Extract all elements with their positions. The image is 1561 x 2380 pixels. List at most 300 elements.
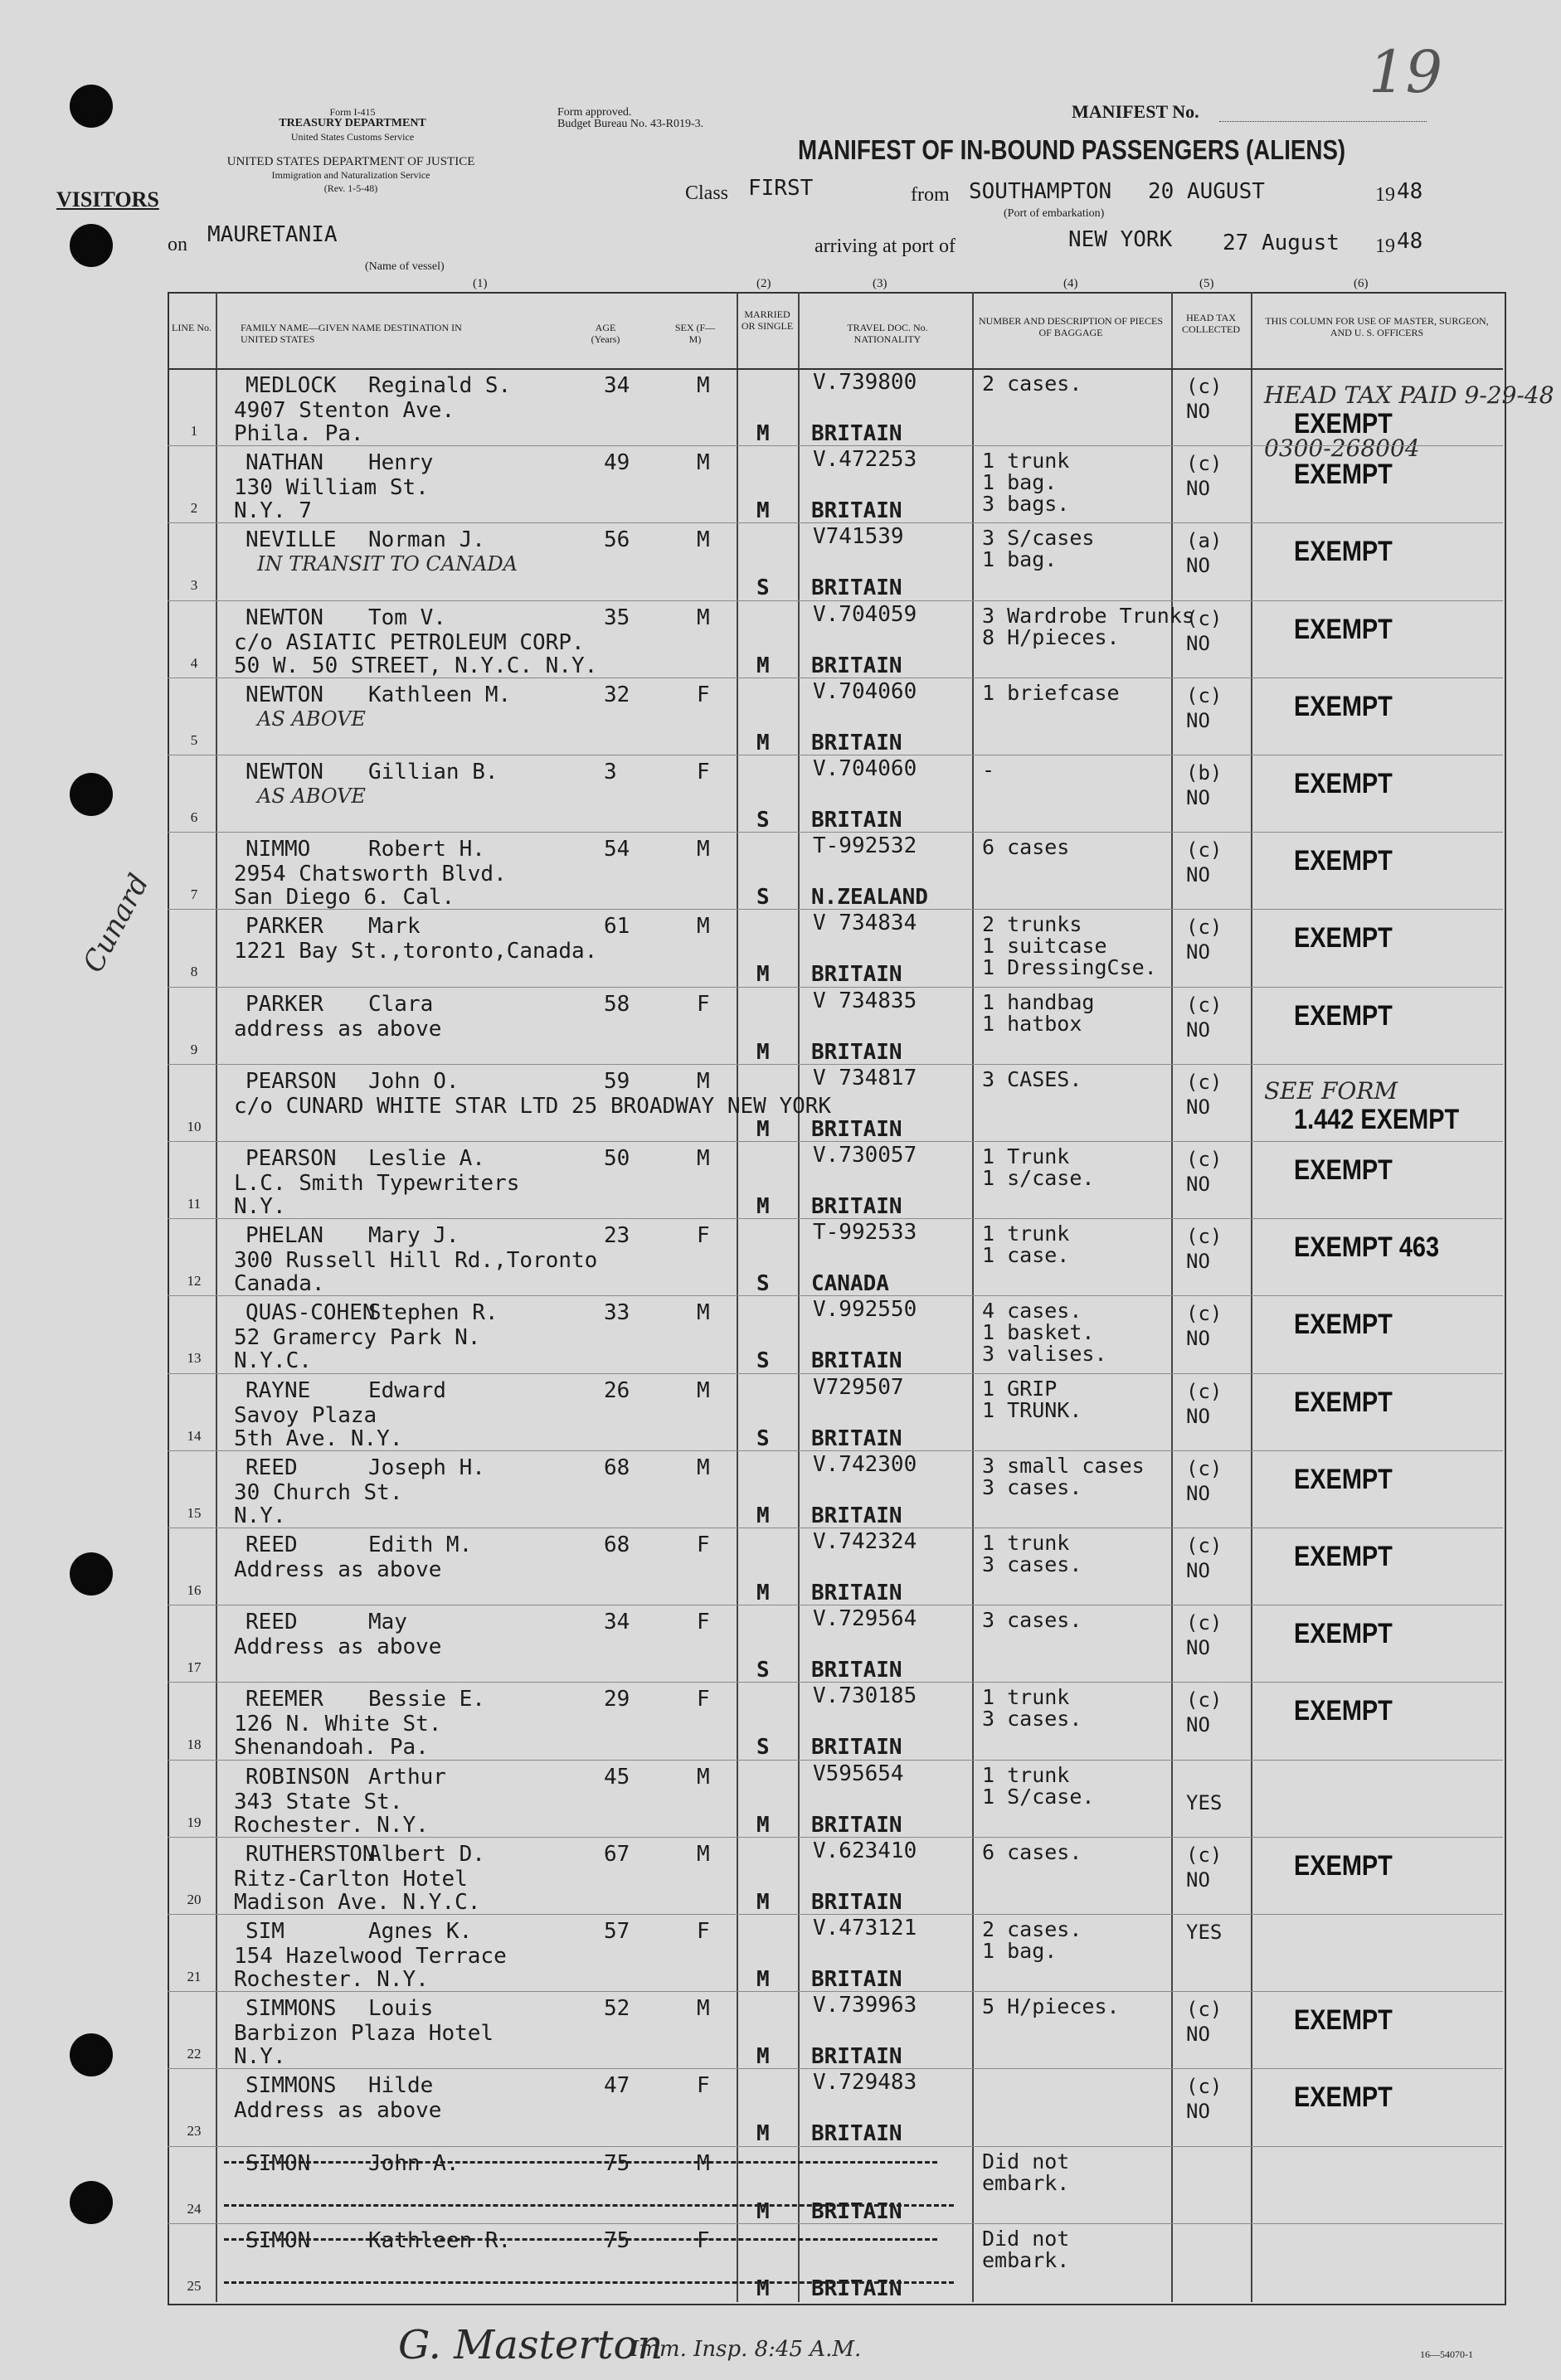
customs-label: United States Customs Service [290,131,415,143]
nationality: BRITAIN [811,1194,902,1219]
head-tax-mark: (c) [1186,606,1223,630]
baggage-item: embark. [982,2170,1070,2195]
age: 45 [604,1764,630,1790]
given-name: Edith M. [368,1532,473,1557]
marital-status: M [756,1194,770,1219]
age: 58 [604,991,630,1017]
line-number: 9 [190,1041,198,1057]
marital-status: M [756,498,770,524]
col-travel-doc: TRAVEL DOC. No. NATIONALITY [847,322,928,345]
head-tax-mark: (c) [1186,1379,1223,1403]
marital-status: S [756,808,770,833]
head-tax-mark: (a) [1186,529,1223,553]
head-tax-mark: NO [1186,477,1210,501]
nationality: BRITAIN [811,1039,902,1065]
travel-doc-no: V.729483 [813,2070,917,2096]
col-sex: SEX (F—M) [674,322,716,345]
nationality: BRITAIN [811,1581,902,1605]
surname: RAYNE [246,1377,311,1403]
baggage-item: 1 bag. [982,1939,1058,1963]
travel-doc-no: V.704060 [813,678,917,704]
nationality: BRITAIN [811,2121,902,2147]
head-tax-mark: NO [1186,1250,1210,1274]
head-tax-mark: (c) [1186,1225,1223,1249]
address-line: Address as above [234,1634,442,1660]
travel-doc-no: V.472253 [813,447,917,473]
travel-doc-no: V.730057 [813,1143,917,1168]
sex: M [697,527,710,553]
line-number: 19 [187,1814,202,1830]
col-divider [1251,292,1252,2302]
marital-status: M [756,1812,770,1838]
sex: F [697,682,710,707]
travel-doc-no: V729507 [813,1374,904,1400]
head-tax-mark: NO [1186,554,1210,578]
travel-doc-no: V.473121 [813,1916,917,1940]
address-line: c/o CUNARD WHITE STAR LTD 25 BROADWAY NEW YORK [234,1093,832,1119]
address-line: 30 Church St. [234,1479,403,1505]
line-number: 24 [187,2200,202,2217]
punch-hole [70,2033,113,2076]
head-tax-mark: NO [1186,940,1210,964]
surname: PARKER [246,914,323,940]
row-divider [168,2146,1503,2147]
from-label: from [911,184,950,206]
arriving-port: NEW YORK [1068,227,1173,252]
age: 26 [604,1377,630,1403]
line-number: 4 [190,654,198,671]
col-head-tax: HEAD TAX COLLECTED [1182,312,1240,335]
line-number: 10 [187,1118,202,1134]
marital-status: M [756,2044,770,2070]
from-port: SOUTHAMPTON [969,179,1112,204]
given-name: Joseph H. [368,1455,485,1480]
travel-doc-no: V.729564 [813,1606,917,1632]
line-number: 14 [187,1427,202,1444]
nationality: BRITAIN [811,653,902,678]
baggage-item: 6 cases [982,835,1070,860]
surname: RUTHERSTON [246,1841,376,1867]
officer-note: EXEMPT [1294,999,1393,1032]
officer-note: EXEMPT [1294,768,1393,799]
address-line: address as above [234,1016,442,1042]
age: 33 [604,1300,630,1326]
address-line: Rochester. N.Y. [234,1812,429,1838]
line-number: 5 [190,731,198,748]
officer-note: EXEMPT [1294,459,1393,491]
marital-status: M [756,1039,770,1065]
baggage-item: Did not [982,2149,1070,2174]
nationality: BRITAIN [811,730,902,755]
given-name: Agnes K. [368,1919,473,1944]
head-tax-mark: (c) [1186,838,1223,862]
travel-doc-no: V.704060 [813,756,917,781]
age: 59 [604,1068,630,1094]
given-name: Bessie E. [368,1687,485,1712]
address-line: N.Y. [234,1194,286,1219]
treasury-label: TREASURY DEPARTMENT [279,117,426,129]
sex: M [697,1146,710,1171]
row-divider [168,909,1503,910]
baggage-item: 3 small cases [982,1453,1145,1478]
age: 52 [604,1996,630,2022]
head-tax-mark: (c) [1186,375,1223,398]
punch-hole [70,773,113,816]
row-divider [168,1373,1503,1374]
given-name: Louis [368,1996,434,2022]
head-tax-mark: (b) [1186,761,1223,784]
col-baggage: NUMBER AND DESCRIPTION OF PIECES OF BAGGAGE [978,315,1164,338]
travel-doc-no: V.704059 [813,601,917,627]
baggage-item: 1 trunk [982,1762,1070,1787]
baggage-item: 3 S/cases [982,526,1095,551]
marital-status: M [756,1116,770,1142]
strike-line [224,2204,954,2207]
sex: M [697,1996,710,2022]
given-name: Stephen R. [368,1300,498,1326]
head-tax-mark: (c) [1186,683,1223,707]
officer-note: 1.442 EXEMPT [1294,1103,1460,1135]
age: 75 [604,2227,630,2253]
officer-note: EXEMPT [1294,1309,1393,1341]
baggage-item: 3 valises. [982,1342,1107,1367]
officer-note: 0300-268004 [1264,435,1420,462]
travel-doc-no: V595654 [813,1761,904,1786]
manifest-title: MANIFEST OF IN-BOUND PASSENGERS (ALIENS) [798,134,1346,165]
age: 54 [604,837,630,862]
row-divider [168,1141,1503,1142]
row-divider [168,1218,1503,1219]
age: 34 [604,373,630,398]
baggage-item: 1 Trunk [982,1144,1070,1168]
travel-doc-no: V.730185 [813,1683,917,1709]
age: 47 [604,2073,630,2099]
baggage-item: 1 GRIP [982,1376,1058,1401]
baggage-item: 5 H/pieces. [982,1994,1120,2019]
col-num-4: (4) [1063,277,1078,290]
marital-status: S [756,1348,770,1374]
surname: MEDLOCK [246,373,337,398]
col-line-no: LINE No. [172,322,212,333]
address-line: AS ABOVE [257,707,366,731]
officer-note: EXEMPT [1294,2081,1393,2114]
col-officers: THIS COLUMN FOR USE OF MASTER, SURGEON, AND U. S. OFFICERS [1265,315,1489,338]
manifest-no-label: MANIFEST No. [1072,101,1199,122]
inspector-signature: G. Masterton [398,2322,664,2368]
officer-note: SEE FORM [1264,1076,1398,1105]
travel-doc-no: V.739800 [813,370,917,395]
sex: F [697,991,710,1017]
baggage-item: 6 cases. [982,1839,1082,1864]
sex: F [697,2227,710,2253]
officer-note: EXEMPT [1294,1386,1393,1418]
row-divider [168,1760,1503,1761]
given-name: Albert D. [368,1841,485,1867]
baggage-item: 1 trunk [982,449,1070,474]
col-divider [972,292,974,2302]
baggage-item: 3 Wardrobe Trunks [982,603,1194,628]
age: 34 [604,1610,630,1635]
row-divider [168,987,1503,988]
row-divider [168,2223,1503,2224]
address-line: AS ABOVE [257,784,366,808]
given-name: Tom V. [368,605,446,630]
given-name: John O. [368,1068,460,1094]
col-name: FAMILY NAME—GIVEN NAME DESTINATION IN UNITED STATES [241,322,462,345]
officer-note: EXEMPT [1294,1695,1393,1727]
surname: NEWTON [246,605,323,630]
on-label: on [168,234,187,255]
col-divider [737,292,738,2302]
travel-doc-no: V 734834 [813,911,917,936]
head-tax-mark: (c) [1186,1534,1223,1557]
age: 61 [604,914,630,940]
head-tax-mark: (c) [1186,452,1223,476]
address-line: 52 Gramercy Park N. [234,1325,481,1351]
sex: M [697,1841,710,1867]
head-tax-mark: (c) [1186,1456,1223,1480]
address-line: San Diego 6. Cal. [234,885,455,911]
baggage-item: 1 trunk [982,1685,1070,1710]
justice-label: UNITED STATES DEPARTMENT OF JUSTICE [226,155,475,168]
address-line: Madison Ave. N.Y.C. [234,1889,481,1915]
surname: SIM [246,1919,284,1944]
age: 3 [604,760,617,784]
col-divider [798,292,800,2302]
vessel-name: MAURETANIA [207,222,338,247]
year-prefix-1: 19 [1375,184,1395,206]
manifest-no-line [1219,121,1427,122]
address-line: L.C. Smith Typewriters [234,1171,520,1196]
officer-note: EXEMPT [1294,408,1393,440]
nationality: BRITAIN [811,1812,902,1838]
nationality: BRITAIN [811,2198,902,2224]
col-age: AGE (Years) [591,322,620,345]
line-number: 11 [187,1196,202,1212]
head-tax-mark: NO [1186,2100,1210,2124]
sex: F [697,1223,710,1249]
sex: M [697,373,710,398]
surname: NEWTON [246,760,323,784]
address-line: 126 N. White St. [234,1712,442,1737]
travel-doc-no: V 734835 [813,988,917,1013]
nationality: BRITAIN [811,1116,902,1142]
address-line: Rochester. N.Y. [234,1967,429,1992]
ins-label: Immigration and Naturalization Service [271,169,430,181]
baggage-item: 1 handbag [982,989,1095,1014]
baggage-item: 3 cases. [982,1608,1082,1633]
nationality: BRITAIN [811,1503,902,1528]
line-number: 2 [190,500,198,517]
strike-line [224,2281,954,2284]
surname: REEMER [246,1687,323,1712]
address-line: IN TRANSIT TO CANADA [257,552,518,576]
surname: SIMMONS [246,1996,337,2022]
strike-line [224,2161,937,2164]
address-line: N.Y. 7 [234,498,312,524]
sex: F [697,760,710,784]
sex: M [697,450,710,476]
form-approved: Form approved. [557,106,632,119]
head-tax-mark: NO [1186,1559,1210,1582]
marital-status: M [756,2198,770,2224]
given-name: Hilde [368,2073,434,2099]
baggage-item: 1 trunk [982,1531,1070,1555]
sex: M [697,1455,710,1480]
address-line: Savoy Plaza [234,1402,377,1428]
baggage-item: 3 bags. [982,492,1070,517]
given-name: Arthur [368,1764,446,1790]
age: 56 [604,527,630,553]
given-name: Mary J. [368,1223,460,1249]
row-divider [168,1837,1503,1838]
surname: PEARSON [246,1068,337,1094]
baggage-item: 3 CASES. [982,1066,1082,1091]
officer-note: EXEMPT [1294,1849,1393,1882]
travel-doc-no: V.742300 [813,1451,917,1477]
given-name: May [368,1610,407,1635]
officer-note: EXEMPT [1294,922,1393,954]
baggage-item: 1 basket. [982,1320,1095,1345]
nationality: BRITAIN [811,576,902,601]
signature-note: Imm. Insp. 8:45 A.M. [630,2337,862,2362]
sex: M [697,1068,710,1094]
surname: SIMON [246,2150,311,2176]
baggage-item: 1 briefcase [982,680,1120,705]
sex: M [697,605,710,630]
head-tax-mark: (c) [1186,1843,1223,1867]
travel-doc-no: T-992532 [813,833,917,859]
address-line: N.Y. [234,1503,286,1528]
head-tax-mark: (c) [1186,916,1223,940]
baggage-item: 3 cases. [982,1552,1082,1576]
head-tax-mark: NO [1186,1018,1210,1042]
sex: M [697,1300,710,1326]
given-name: Edward [368,1377,446,1403]
visitors-label: VISITORS [56,187,159,211]
baggage-item: 4 cases. [982,1299,1082,1324]
age: 35 [604,605,630,630]
baggage-item: 2 cases. [982,372,1082,396]
punch-hole [70,1552,113,1596]
nationality: BRITAIN [811,808,902,833]
marital-status: M [756,2276,770,2301]
age: 67 [604,1841,630,1867]
head-tax-mark: NO [1186,1173,1210,1196]
from-date: 20 AUGUST [1148,179,1265,204]
nationality: BRITAIN [811,962,902,988]
form-code: 16—54070-1 [1420,2348,1473,2360]
head-tax-mark: (c) [1186,2075,1223,2099]
address-line: Barbizon Plaza Hotel [234,2021,494,2047]
given-name: Leslie A. [368,1146,485,1171]
address-line: Canada. [234,1271,325,1297]
row-divider [168,445,1503,446]
baggage-item: 1 DressingCse. [982,955,1157,980]
sex: F [697,1687,710,1712]
head-tax-mark: NO [1186,1404,1210,1428]
baggage-item: Did not [982,2226,1070,2251]
age: 75 [604,2150,630,2176]
address-line: 343 State St. [234,1789,403,1814]
form-number: Form I-415 [329,106,376,118]
officer-note: EXEMPT [1294,613,1393,645]
given-name: Kathleen R. [368,2227,512,2253]
margin-note: Cunard [76,868,156,979]
age: 68 [604,1455,630,1480]
address-line: Phila. Pa. [234,421,364,446]
officer-note: HEAD TAX PAID 9-29-48 [1264,381,1554,409]
marital-status: M [756,2121,770,2147]
given-name: Mark [368,914,421,940]
baggage-item: 1 TRUNK. [982,1397,1082,1422]
marital-status: M [756,730,770,755]
given-name: Kathleen M. [368,682,512,707]
address-line: Address as above [234,2098,442,2124]
line-number: 20 [187,1891,202,1907]
travel-doc-no: V 734817 [813,1065,917,1090]
marital-status: M [756,1503,770,1528]
sex: F [697,1919,710,1944]
officer-note: EXEMPT [1294,1618,1393,1650]
head-tax-mark: (c) [1186,1611,1223,1635]
line-number: 18 [187,1736,202,1753]
given-name: Robert H. [368,837,485,862]
baggage-item: embark. [982,2247,1070,2272]
age: 57 [604,1919,630,1944]
baggage-item: 3 cases. [982,1707,1082,1732]
nationality: BRITAIN [811,1967,902,1992]
surname: REED [246,1455,298,1480]
surname: ROBINSON [246,1764,350,1790]
surname: SIMMONS [246,2073,337,2099]
line-number: 15 [187,1504,202,1521]
marital-status: M [756,1581,770,1605]
nationality: BRITAIN [811,1889,902,1915]
nationality: BRITAIN [811,2276,902,2301]
baggage-item: 1 trunk [982,1222,1070,1246]
col-divider [216,292,217,2302]
age: 50 [604,1146,630,1171]
col-num-3: (3) [873,277,887,290]
line-number: 12 [187,1273,202,1290]
head-tax-mark: NO [1186,2023,1210,2047]
head-tax-mark: NO [1186,1327,1210,1351]
line-number: 23 [187,2123,202,2140]
punch-hole [70,224,113,267]
head-tax-mark: NO [1186,1713,1210,1737]
head-tax-mark: (c) [1186,1148,1223,1171]
head-tax-mark: (c) [1186,993,1223,1017]
sex: M [697,1764,710,1790]
marital-status: S [756,1426,770,1451]
line-number: 1 [190,423,198,439]
class-label: Class [685,182,729,204]
age: 23 [604,1223,630,1249]
head-tax-mark: YES [1186,1921,1223,1944]
marital-status: S [756,1658,770,1683]
travel-doc-no: V.992550 [813,1297,917,1323]
address-line: 154 Hazelwood Terrace [234,1944,507,1969]
baggage-item: 1 suitcase [982,934,1107,959]
nationality: BRITAIN [811,1348,902,1374]
address-line: N.Y. [234,2044,286,2070]
baggage-item: 1 bag. [982,470,1058,495]
address-line: 5th Ave. N.Y. [234,1426,403,1451]
sex: F [697,2073,710,2099]
nationality: CANADA [811,1271,889,1297]
baggage-item: 1 hatbox [982,1011,1082,1036]
